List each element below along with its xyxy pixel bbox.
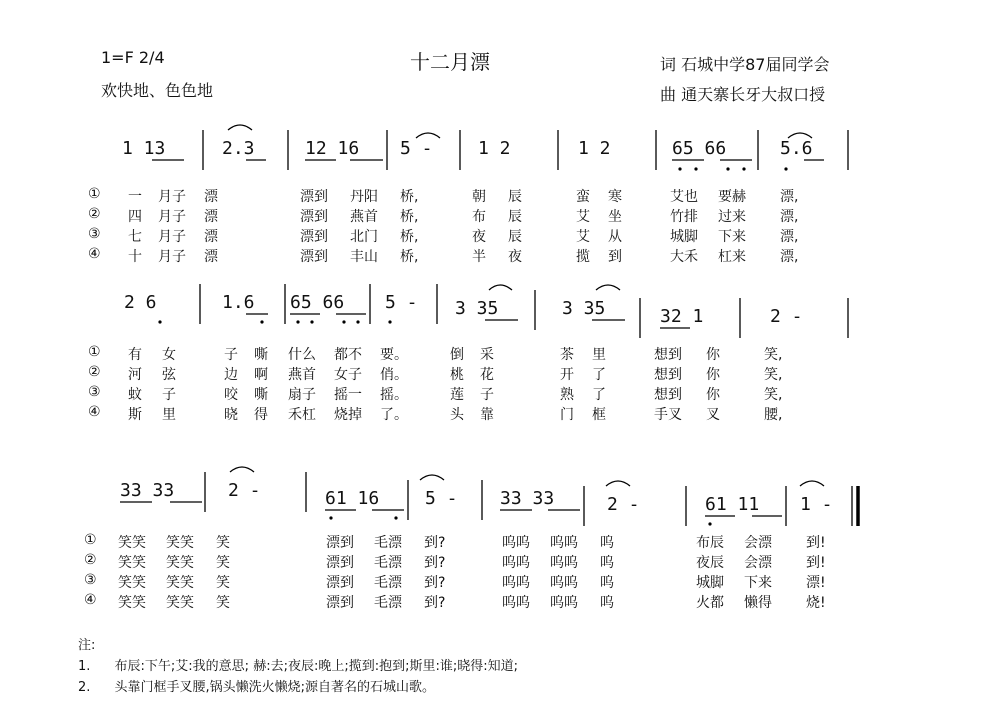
- lyric: 到!: [806, 535, 826, 551]
- measure: 1 -: [800, 494, 833, 515]
- lyric: 城脚: [670, 229, 698, 245]
- lyric: 要赫: [718, 189, 746, 205]
- lyric: 呜: [600, 555, 614, 571]
- lyric: 桥,: [400, 229, 419, 245]
- lyric: 懒得: [744, 595, 772, 611]
- lyric: 嘶: [254, 347, 268, 363]
- lyric: 花: [480, 367, 494, 383]
- measure: 2 6: [124, 292, 157, 313]
- lyric: 了: [592, 367, 606, 383]
- measure: 1 2: [478, 138, 511, 159]
- lyric: 朝: [472, 189, 486, 205]
- lyric: 烧!: [806, 595, 826, 611]
- verse-number: ②: [84, 552, 97, 568]
- lyric: 漂到: [300, 229, 328, 245]
- measure: 61 16: [325, 488, 380, 509]
- notes-label: 注:: [78, 638, 96, 653]
- lyric: 呜呜: [502, 595, 530, 611]
- lyric: 呜呜: [502, 575, 530, 591]
- lyric: 漂,: [780, 209, 799, 225]
- lyric: 倒: [450, 347, 464, 363]
- lyric: 笑笑: [166, 595, 194, 611]
- lyric: 茶: [560, 347, 574, 363]
- lyric: 里: [162, 407, 176, 423]
- measure: 33 33: [120, 480, 175, 501]
- lyric: 漂,: [780, 249, 799, 265]
- note-item: [78, 655, 518, 674]
- lyric: 从: [608, 229, 622, 245]
- note-item: [78, 676, 435, 695]
- lyric: 漂!: [806, 575, 826, 591]
- lyric: 布辰: [696, 535, 724, 551]
- lyric: 丰山: [350, 249, 378, 265]
- lyric: 笑,: [764, 387, 783, 403]
- lyric: 一: [128, 189, 142, 205]
- lyric: 夜辰: [696, 555, 724, 571]
- lyric: 子: [224, 347, 238, 363]
- lyric: 门: [560, 407, 574, 423]
- lyric: 会漂: [744, 535, 772, 551]
- lyric: 了: [592, 387, 606, 403]
- lyric: 月子: [158, 189, 186, 205]
- lyric: 边: [224, 367, 238, 383]
- lyric: 到!: [806, 555, 826, 571]
- lyric: 呜呜: [502, 535, 530, 551]
- lyric: 月子: [158, 229, 186, 245]
- measure: 5.6: [780, 138, 813, 159]
- lyric: 什么: [288, 347, 316, 363]
- lyric: 漂到: [300, 189, 328, 205]
- lyric: 布: [472, 209, 486, 225]
- lyric: 竹排: [670, 209, 698, 225]
- lyric: 杠来: [718, 249, 746, 265]
- measure: 32 1: [660, 306, 704, 327]
- measure: 65 66: [672, 138, 727, 159]
- lyric: 呜呜: [550, 555, 578, 571]
- lyric: 框: [592, 407, 606, 423]
- lyric: 辰: [508, 189, 522, 205]
- lyric: 靠: [480, 407, 494, 423]
- lyric: 漂到: [326, 575, 354, 591]
- verse-number: ①: [88, 344, 101, 360]
- lyric: 笑笑: [166, 535, 194, 551]
- note-text: 布辰:下午;艾:我的意思; 赫:去;夜辰:晚上;揽到:抱到;斯里:谁;晓得:知道;: [114, 659, 518, 674]
- lyric: 你: [706, 387, 720, 403]
- composer-credit: 曲 通天寨长牙大叔口授: [660, 85, 826, 104]
- measure: 65 66: [290, 292, 345, 313]
- lyric: 笑: [216, 575, 230, 591]
- lyric: 蚊: [128, 387, 142, 403]
- lyric: 桃: [450, 367, 464, 383]
- lyric: 了。: [380, 407, 408, 423]
- lyric: 漂,: [780, 229, 799, 245]
- lyric: 笑笑: [166, 575, 194, 591]
- lyric: 燕首: [350, 209, 378, 225]
- lyric: 想到: [654, 367, 682, 383]
- lyric: 呜呜: [550, 595, 578, 611]
- measure: 3 35: [455, 298, 499, 319]
- verse-number: ①: [88, 186, 101, 202]
- lyric: 漂: [204, 209, 218, 225]
- lyric: 漂到: [300, 249, 328, 265]
- lyric: 呜: [600, 595, 614, 611]
- lyric: 晓: [224, 407, 238, 423]
- note-number: 1.: [78, 659, 91, 674]
- verse-number: ③: [84, 572, 97, 588]
- lyric: 笑笑: [118, 555, 146, 571]
- lyric: 叉: [706, 407, 720, 423]
- lyric: 揽: [576, 249, 590, 265]
- lyric: 到?: [424, 535, 446, 551]
- lyric: 毛漂: [374, 535, 402, 551]
- lyric: 摇一: [334, 387, 362, 403]
- lyric: 艾: [576, 209, 590, 225]
- lyric: 漂到: [326, 535, 354, 551]
- lyric: 斯: [128, 407, 142, 423]
- lyric: 咬: [224, 387, 238, 403]
- verse-number: ②: [88, 364, 101, 380]
- lyric: 丹阳: [350, 189, 378, 205]
- lyric: 笑笑: [118, 575, 146, 591]
- verse-number: ③: [88, 384, 101, 400]
- lyric: 大禾: [670, 249, 698, 265]
- lyricist-credit: 词 石城中学87届同学会: [660, 55, 830, 74]
- lyric: 桥,: [400, 249, 419, 265]
- lyric: 燕首: [288, 367, 316, 383]
- measure: 33 33: [500, 488, 555, 509]
- lyric: 月子: [158, 209, 186, 225]
- measure: 2 -: [228, 480, 261, 501]
- lyric: 女: [162, 347, 176, 363]
- lyric: 到?: [424, 555, 446, 571]
- lyric: 漂,: [780, 189, 799, 205]
- measure: 1 13: [122, 138, 166, 159]
- lyric: 漂: [204, 189, 218, 205]
- lyric: 辰: [508, 209, 522, 225]
- measure: 1.6: [222, 292, 255, 313]
- lyric: 十: [128, 249, 142, 265]
- lyric: 辰: [508, 229, 522, 245]
- lyric: 啊: [254, 367, 268, 383]
- verse-number: ④: [88, 246, 101, 262]
- lyric: 女子: [334, 367, 362, 383]
- lyric: 下来: [718, 229, 746, 245]
- lyric: 要。: [380, 347, 408, 363]
- lyric: 桥,: [400, 209, 419, 225]
- measure: 2 -: [770, 306, 803, 327]
- lyric: 北门: [350, 229, 378, 245]
- lyric: 头: [450, 407, 464, 423]
- measure: 5 -: [385, 292, 418, 313]
- lyric: 火都: [696, 595, 724, 611]
- lyric: 笑,: [764, 347, 783, 363]
- lyric: 到?: [424, 575, 446, 591]
- verse-number: ①: [84, 532, 97, 548]
- lyric: 四: [128, 209, 142, 225]
- measure: 1 2: [578, 138, 611, 159]
- lyric: 笑: [216, 595, 230, 611]
- lyric: 都不: [334, 347, 362, 363]
- lyric: 禾杠: [288, 407, 316, 423]
- lyric: 腰,: [764, 407, 783, 423]
- lyric: 手叉: [654, 407, 682, 423]
- lyric: 呜: [600, 535, 614, 551]
- lyric: 你: [706, 347, 720, 363]
- verse-number: ②: [88, 206, 101, 222]
- lyric: 漂到: [326, 595, 354, 611]
- key-signature: 1=F 2/4: [101, 48, 165, 67]
- lyric: 你: [706, 367, 720, 383]
- lyric: 到?: [424, 595, 446, 611]
- lyric: 漂到: [326, 555, 354, 571]
- lyric: 摇。: [380, 387, 408, 403]
- lyric: 到: [608, 249, 622, 265]
- lyric: 毛漂: [374, 595, 402, 611]
- lyric: 毛漂: [374, 555, 402, 571]
- measure: 61 11: [705, 494, 760, 515]
- lyric: 笑,: [764, 367, 783, 383]
- measure: 3 35: [562, 298, 606, 319]
- tempo-marking: 欢快地、色色地: [101, 81, 214, 100]
- lyric: 呜呜: [550, 535, 578, 551]
- lyric: 半: [472, 249, 486, 265]
- lyric: 笑: [216, 535, 230, 551]
- lyric: 夜: [508, 249, 522, 265]
- lyric: 俏。: [380, 367, 408, 383]
- verse-number: ④: [88, 404, 101, 420]
- lyric: 下来: [744, 575, 772, 591]
- lyric: 夜: [472, 229, 486, 245]
- lyric: 城脚: [696, 575, 724, 591]
- lyric: 弦: [162, 367, 176, 383]
- lyric: 有: [128, 347, 142, 363]
- lyric: 月子: [158, 249, 186, 265]
- verse-number: ③: [88, 226, 101, 242]
- lyric: 得: [254, 407, 268, 423]
- lyric: 想到: [654, 387, 682, 403]
- lyric: 嘶: [254, 387, 268, 403]
- lyric: 采: [480, 347, 494, 363]
- song-title: 十二月漂: [410, 50, 490, 74]
- measure: 5 -: [425, 488, 458, 509]
- verse-number: ④: [84, 592, 97, 608]
- lyric: 莲: [450, 387, 464, 403]
- lyric: 艾: [576, 229, 590, 245]
- note-number: 2.: [78, 680, 91, 695]
- lyric: 笑笑: [118, 595, 146, 611]
- lyric: 艾也: [670, 189, 698, 205]
- lyric: 坐: [608, 209, 622, 225]
- lyric: 桥,: [400, 189, 419, 205]
- lyric: 熟: [560, 387, 574, 403]
- lyric: 扇子: [288, 387, 316, 403]
- lyric: 呜: [600, 575, 614, 591]
- lyric: 笑笑: [118, 535, 146, 551]
- lyric: 呜呜: [550, 575, 578, 591]
- lyric: 河: [128, 367, 142, 383]
- note-text: 头靠门框手叉腰,锅头懒洗火懒烧;源自著名的石城山歌。: [114, 680, 436, 695]
- lyric: 漂到: [300, 209, 328, 225]
- lyric: 毛漂: [374, 575, 402, 591]
- measure: 12 16: [305, 138, 360, 159]
- lyric: 笑笑: [166, 555, 194, 571]
- lyric: 开: [560, 367, 574, 383]
- lyric: 漂: [204, 249, 218, 265]
- lyric: 呜呜: [502, 555, 530, 571]
- lyric: 想到: [654, 347, 682, 363]
- lyric: 七: [128, 229, 142, 245]
- lyric: 过来: [718, 209, 746, 225]
- lyric: 里: [592, 347, 606, 363]
- lyric: 子: [480, 387, 494, 403]
- lyric: 会漂: [744, 555, 772, 571]
- measure: 2.3: [222, 138, 255, 159]
- lyric: 漂: [204, 229, 218, 245]
- lyric: 笑: [216, 555, 230, 571]
- lyric: 子: [162, 387, 176, 403]
- lyric: 蛮: [576, 189, 590, 205]
- lyric: 寒: [608, 189, 622, 205]
- measure: 5 -: [400, 138, 433, 159]
- lyric: 烧掉: [334, 407, 362, 423]
- measure: 2 -: [607, 494, 640, 515]
